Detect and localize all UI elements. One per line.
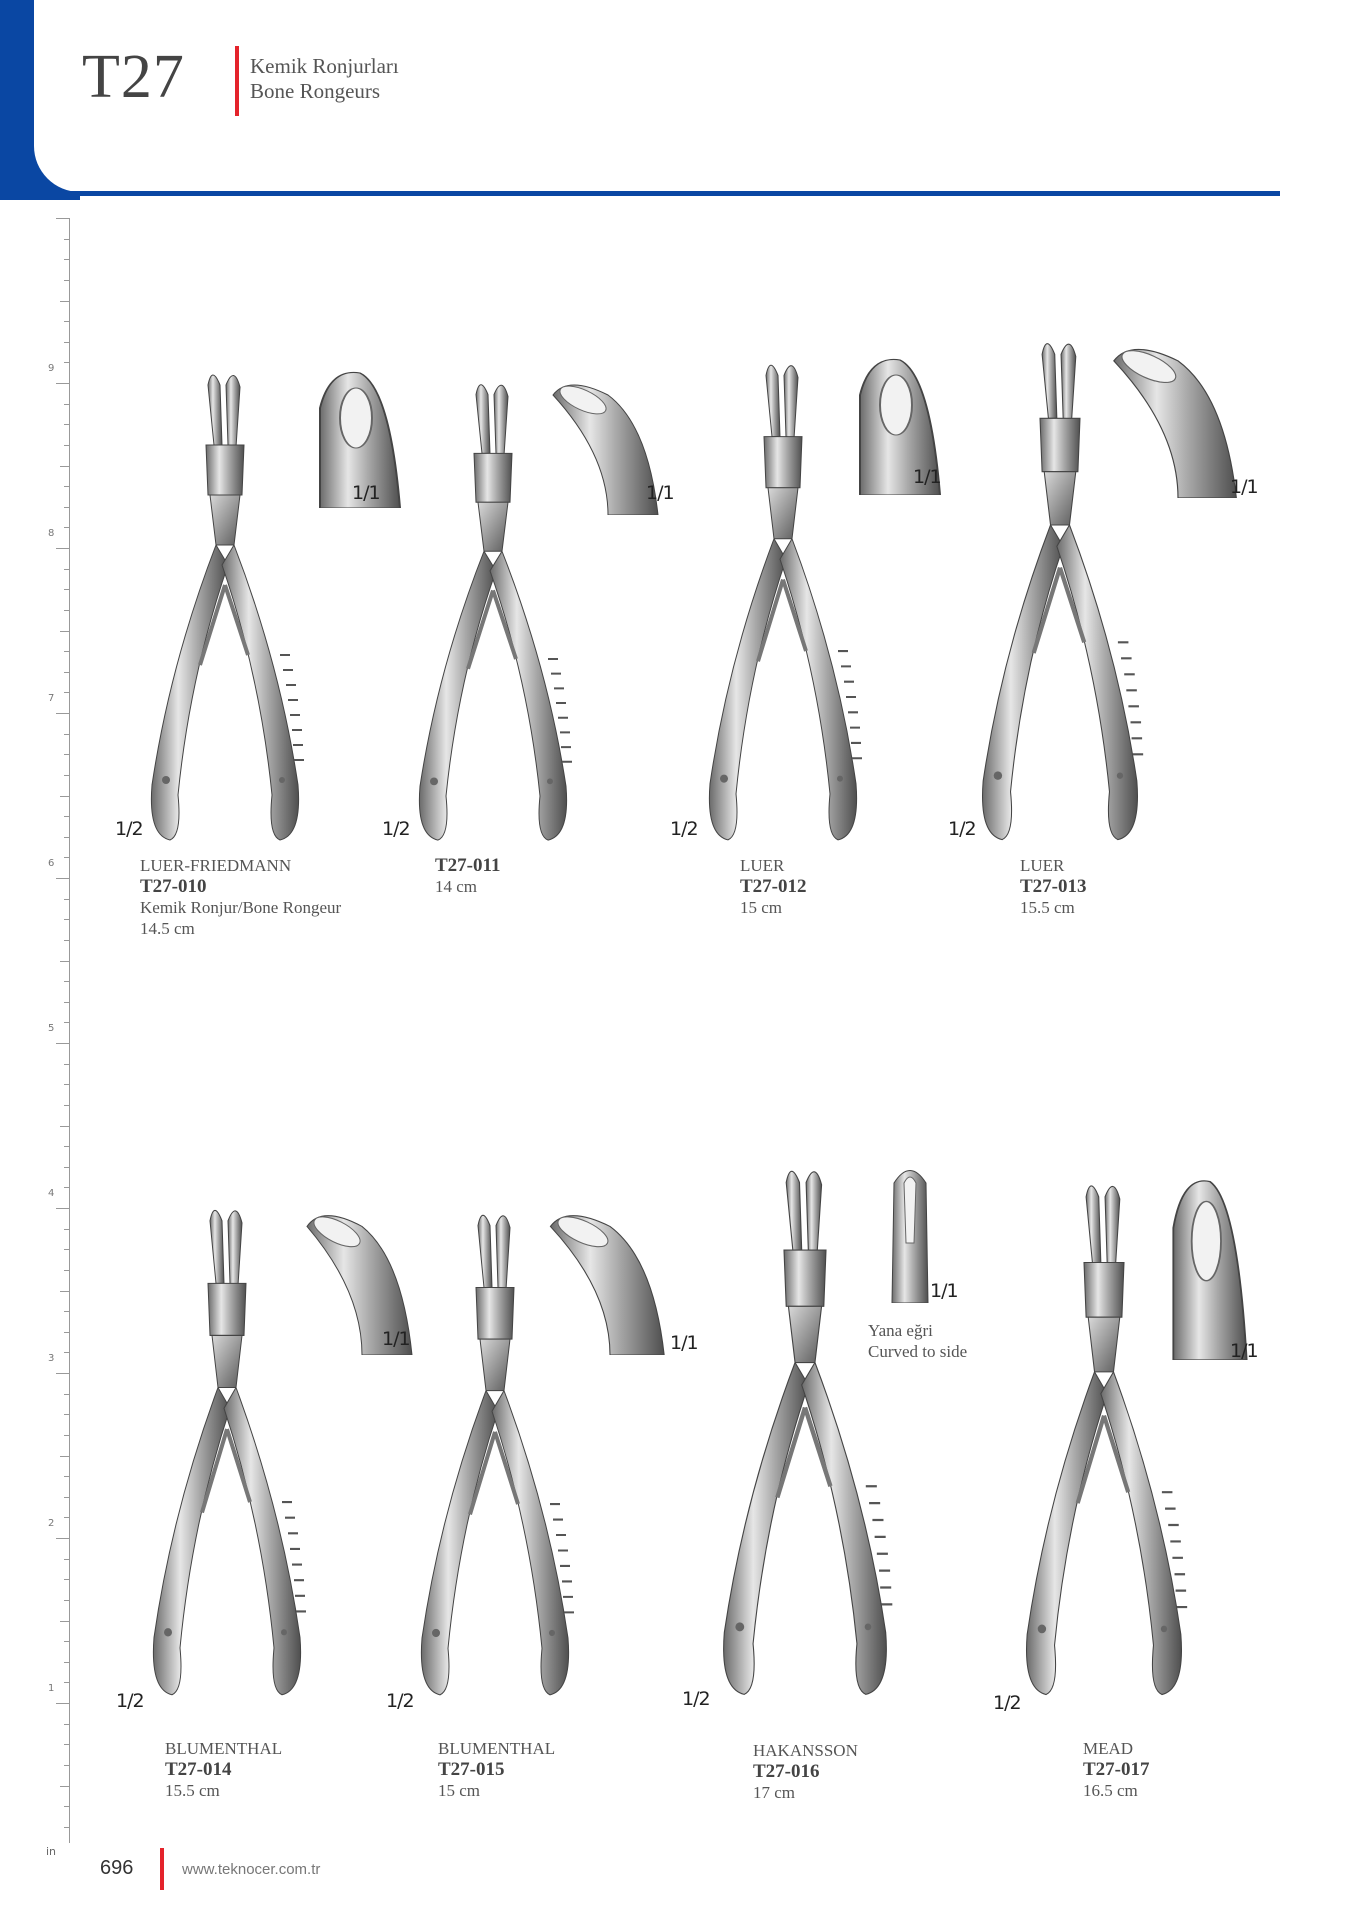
ruler-tick	[64, 486, 70, 487]
ruler-tick	[64, 940, 70, 941]
ruler-number: 3	[48, 1353, 55, 1364]
ruler-tick	[64, 1064, 70, 1065]
product-size: 15 cm	[438, 1781, 481, 1800]
product-size: 17 cm	[753, 1783, 796, 1802]
ruler-tick	[64, 1641, 70, 1642]
ruler-tick	[64, 816, 70, 817]
jaw-detail-image-t27-013	[1108, 338, 1248, 498]
ruler-tick	[64, 734, 70, 735]
ruler-tick	[64, 775, 70, 776]
product-code: T27-013	[1020, 876, 1087, 897]
ruler-tick	[64, 1414, 70, 1415]
product-caption-t27-017	[1083, 1738, 1150, 1801]
ruler-tick	[64, 837, 70, 838]
ruler-tick	[60, 1621, 70, 1622]
ruler-tick	[60, 1291, 70, 1292]
ruler-tick	[64, 1394, 70, 1395]
ruler-number: 2	[48, 1518, 55, 1529]
jaw-detail-image-t27-012	[840, 355, 960, 495]
scale-main-t27-016: 1/2	[682, 1688, 710, 1710]
ruler-tick	[64, 1167, 70, 1168]
jaw-detail-image-t27-015	[545, 1205, 675, 1355]
product-code: T27-011	[435, 855, 501, 876]
ruler-tick	[56, 1208, 70, 1209]
product-desc: Kemik Ronjur/Bone Rongeur	[140, 898, 342, 917]
ruler-tick	[64, 569, 70, 570]
scale-small-t27-011: 1/1	[646, 482, 674, 504]
product-name: LUER	[740, 856, 785, 875]
ruler-tick	[64, 1435, 70, 1436]
ruler-tick	[60, 961, 70, 962]
ruler-tick	[64, 259, 70, 260]
ruler-tick	[64, 1352, 70, 1353]
ruler-tick	[60, 301, 70, 302]
ruler-tick	[64, 1146, 70, 1147]
ruler-tick	[64, 445, 70, 446]
rongeur-image-t27-014	[132, 1200, 322, 1700]
ruler-tick	[64, 1249, 70, 1250]
ruler-unit-label: in	[46, 1845, 57, 1858]
ruler-tick	[64, 692, 70, 693]
product-size: 15.5 cm	[165, 1781, 220, 1800]
ruler-tick	[64, 1022, 70, 1023]
note-line-en: Curved to side	[868, 1342, 968, 1361]
ruler-tick	[64, 1332, 70, 1333]
header-rule	[30, 191, 1280, 196]
product-caption-t27-013	[1020, 855, 1087, 918]
product-name: BLUMENTHAL	[165, 1739, 283, 1758]
scale-main-t27-011: 1/2	[382, 818, 410, 840]
ruler-tick	[56, 548, 70, 549]
ruler-tick	[64, 1084, 70, 1085]
ruler-tick	[64, 507, 70, 508]
product-size: 14 cm	[435, 877, 478, 896]
product-caption-t27-011	[435, 855, 500, 897]
ruler-tick	[64, 321, 70, 322]
ruler-tick	[64, 1270, 70, 1271]
ruler-tick	[56, 383, 70, 384]
ruler-tick	[56, 1043, 70, 1044]
page-number: 696	[100, 1857, 134, 1879]
ruler-tick	[56, 1538, 70, 1539]
ruler-tick	[64, 1724, 70, 1725]
product-caption-t27-012	[740, 855, 807, 918]
ruler-tick	[64, 1517, 70, 1518]
ruler-tick	[64, 1827, 70, 1828]
ruler-tick	[64, 404, 70, 405]
jaw-detail-image-t27-017	[1155, 1175, 1265, 1360]
ruler-number: 9	[48, 363, 55, 374]
scale-small-t27-012: 1/1	[913, 466, 941, 488]
scale-small-t27-014: 1/1	[382, 1328, 410, 1350]
note-line-tr: Yana eğri	[868, 1321, 933, 1340]
scale-main-t27-012: 1/2	[670, 818, 698, 840]
product-caption-t27-010	[140, 855, 341, 939]
product-caption-t27-015	[438, 1738, 555, 1801]
ruler-tick	[64, 1806, 70, 1807]
scale-small-t27-016: 1/1	[930, 1280, 958, 1302]
product-name: LUER	[1020, 856, 1065, 875]
product-name: BLUMENTHAL	[438, 1739, 556, 1758]
ruler-number: 6	[48, 858, 55, 869]
ruler-tick	[64, 239, 70, 240]
ruler-tick	[64, 919, 70, 920]
product-name: HAKANSSON	[753, 1741, 858, 1760]
ruler-tick	[64, 672, 70, 673]
ruler-tick	[64, 1187, 70, 1188]
ruler-number: 5	[48, 1023, 55, 1034]
ruler-tick	[56, 1703, 70, 1704]
scale-main-t27-010: 1/2	[115, 818, 143, 840]
scale-small-t27-017: 1/1	[1230, 1340, 1258, 1362]
product-code: T27-012	[740, 876, 807, 897]
ruler-tick	[60, 1786, 70, 1787]
ruler-tick	[56, 878, 70, 879]
ruler-tick	[56, 1373, 70, 1374]
ruler-number: 1	[48, 1683, 55, 1694]
ruler-tick	[64, 610, 70, 611]
ruler-tick	[64, 1476, 70, 1477]
product-caption-t27-016	[753, 1740, 858, 1803]
ruler-tick	[64, 1497, 70, 1498]
ruler-tick	[64, 1744, 70, 1745]
section-title	[250, 54, 399, 104]
product-size: 16.5 cm	[1083, 1781, 1138, 1800]
product-size: 15 cm	[740, 898, 783, 917]
section-title-en: Bone Rongeurs	[250, 79, 381, 103]
scale-main-t27-014: 1/2	[116, 1690, 144, 1712]
ruler-tick	[64, 1765, 70, 1766]
ruler-tick	[64, 589, 70, 590]
ruler-tick	[64, 1600, 70, 1601]
product-code: T27-015	[438, 1759, 505, 1780]
footer-red-divider	[160, 1848, 164, 1890]
ruler-tick	[64, 1105, 70, 1106]
ruler-tick	[56, 218, 70, 219]
ruler-tick	[64, 342, 70, 343]
ruler-tick	[64, 424, 70, 425]
ruler-tick	[64, 1559, 70, 1560]
ruler-tick	[64, 754, 70, 755]
ruler-tick	[64, 527, 70, 528]
ruler-tick	[64, 1662, 70, 1663]
header-red-divider	[235, 46, 239, 116]
ruler-tick	[64, 280, 70, 281]
ruler-tick	[64, 857, 70, 858]
ruler-tick	[64, 1579, 70, 1580]
ruler-number: 7	[48, 693, 55, 704]
ruler-number: 4	[48, 1188, 55, 1199]
ruler-tick	[64, 362, 70, 363]
product-code: T27-016	[753, 1761, 820, 1782]
ruler-tick	[64, 1002, 70, 1003]
inch-ruler	[48, 218, 70, 1843]
ruler-tick	[64, 651, 70, 652]
scale-main-t27-017: 1/2	[993, 1692, 1021, 1714]
rongeur-image-t27-016	[700, 1160, 910, 1700]
ruler-number: 8	[48, 528, 55, 539]
ruler-tick	[60, 466, 70, 467]
product-caption-t27-014	[165, 1738, 282, 1801]
ruler-tick	[60, 1126, 70, 1127]
ruler-tick	[60, 796, 70, 797]
ruler-tick	[60, 1456, 70, 1457]
product-name: MEAD	[1083, 1739, 1134, 1758]
product-code: T27-014	[165, 1759, 232, 1780]
scale-small-t27-015: 1/1	[670, 1332, 698, 1354]
product-code: T27-017	[1083, 1759, 1150, 1780]
ruler-tick	[56, 713, 70, 714]
scale-small-t27-010: 1/1	[352, 482, 380, 504]
ruler-tick	[60, 631, 70, 632]
section-code: T27	[82, 43, 185, 111]
scale-main-t27-013: 1/2	[948, 818, 976, 840]
ruler-tick	[64, 981, 70, 982]
section-title-tr: Kemik Ronjurları	[250, 54, 399, 78]
scale-main-t27-015: 1/2	[386, 1690, 414, 1712]
product-size: 15.5 cm	[1020, 898, 1075, 917]
scale-small-t27-013: 1/1	[1230, 476, 1258, 498]
rongeur-image-t27-010	[130, 365, 320, 845]
product-size: 14.5 cm	[140, 919, 195, 938]
product-code: T27-010	[140, 876, 207, 897]
ruler-tick	[64, 1311, 70, 1312]
ruler-tick	[64, 1682, 70, 1683]
product-name: LUER-FRIEDMANN	[140, 856, 292, 875]
ruler-tick	[64, 899, 70, 900]
ruler-tick	[64, 1229, 70, 1230]
website-link[interactable]: www.teknocer.com.tr	[182, 1861, 321, 1878]
curved-to-side-note	[868, 1320, 967, 1362]
